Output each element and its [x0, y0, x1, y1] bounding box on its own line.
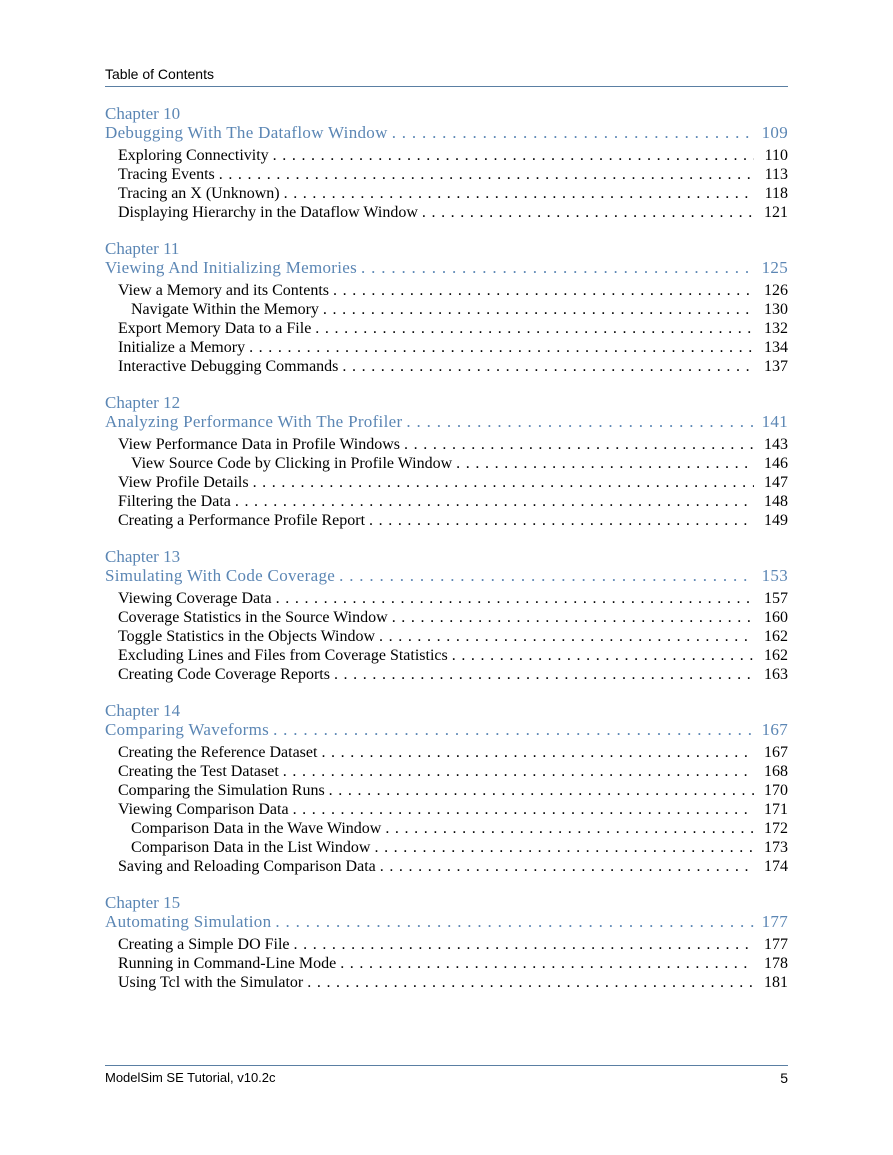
- chapter-page-number: 177: [761, 912, 788, 931]
- footer-page-number: 5: [780, 1070, 788, 1086]
- toc-entry-page-number: 118: [764, 185, 788, 202]
- toc-section-link[interactable]: [105, 762, 788, 781]
- toc-entry-title: Interactive Debugging Commands: [118, 358, 339, 375]
- toc-entry-title: View Profile Details: [118, 474, 249, 491]
- toc-entry-page-number: 174: [764, 858, 788, 875]
- toc-entry-page-number: 147: [764, 474, 788, 491]
- toc-entry-page-number: 162: [764, 647, 788, 664]
- toc-section-link[interactable]: [105, 357, 788, 376]
- toc-entry-page-number: 157: [764, 590, 788, 607]
- toc-entry-page-number: 149: [764, 512, 788, 529]
- dot-leader: [374, 838, 754, 857]
- toc-entry-page-number: 171: [764, 801, 788, 818]
- chapter-section: [105, 104, 788, 222]
- dot-leader: [380, 857, 754, 876]
- toc-entry-title: Excluding Lines and Files from Coverage Statistics: [118, 647, 448, 664]
- dot-leader: [284, 184, 754, 203]
- toc-section-link[interactable]: [105, 627, 788, 646]
- dot-leader: [452, 646, 754, 665]
- toc-entry-page-number: 134: [764, 339, 788, 356]
- chapter-label: Chapter 11: [105, 239, 180, 258]
- dot-leader: [315, 319, 754, 338]
- dot-leader: [456, 454, 754, 473]
- toc-subsection-link[interactable]: [105, 300, 788, 319]
- dot-leader: [235, 492, 754, 511]
- chapter-label: Chapter 10: [105, 104, 181, 123]
- footer-document-title: ModelSim SE Tutorial, v10.2c: [105, 1070, 276, 1085]
- toc-entry-title: Comparison Data in the Wave Window: [131, 820, 382, 837]
- toc-entry-title: Comparing the Simulation Runs: [118, 782, 325, 799]
- chapter-title: Viewing And Initializing Memories: [105, 258, 358, 277]
- toc-entry-title: Creating a Simple DO File: [118, 936, 290, 953]
- toc-section-link[interactable]: [105, 338, 788, 357]
- toc-entry-page-number: 126: [764, 282, 788, 299]
- dot-leader: [385, 819, 754, 838]
- toc-entry-title: Tracing Events: [118, 166, 215, 183]
- dot-leader: [283, 762, 754, 781]
- chapter-page-number: 109: [761, 123, 788, 142]
- toc-entry-page-number: 167: [764, 744, 788, 761]
- header-rule: [105, 86, 788, 87]
- dot-leader: [339, 566, 754, 585]
- chapter-title-link[interactable]: [105, 123, 788, 142]
- footer-rule: [105, 1065, 788, 1066]
- toc-entry-page-number: 146: [764, 455, 788, 472]
- toc-section-link[interactable]: [105, 973, 788, 992]
- chapter-title: Comparing Waveforms: [105, 720, 270, 739]
- toc-entry-title: Creating Code Coverage Reports: [118, 666, 330, 683]
- dot-leader: [273, 146, 754, 165]
- toc-entry-page-number: 137: [764, 358, 788, 375]
- chapter-label: Chapter 15: [105, 893, 181, 912]
- toc-section-link[interactable]: [105, 146, 788, 165]
- chapter-section: [105, 239, 788, 376]
- toc-entry-title: Comparison Data in the List Window: [131, 839, 371, 856]
- chapter-page-number: 167: [761, 720, 788, 739]
- chapter-label: Chapter 12: [105, 393, 181, 412]
- toc-entry-page-number: 181: [764, 974, 788, 991]
- toc-entry-title: Filtering the Data: [118, 493, 231, 510]
- dot-leader: [253, 473, 754, 492]
- toc-entry-title: Displaying Hierarchy in the Dataflow Window: [118, 204, 418, 221]
- toc-section-link[interactable]: [105, 665, 788, 684]
- toc-section-link[interactable]: [105, 165, 788, 184]
- toc-entry-page-number: 177: [764, 936, 788, 953]
- toc-entry-page-number: 132: [764, 320, 788, 337]
- toc-entry-page-number: 110: [764, 147, 788, 164]
- toc-subsection-link[interactable]: [105, 819, 788, 838]
- toc-entry-page-number: 121: [764, 204, 788, 221]
- toc-entry-page-number: 160: [764, 609, 788, 626]
- chapter-title: Debugging With The Dataflow Window: [105, 123, 388, 142]
- chapter-section: [105, 393, 788, 530]
- chapter-title-link[interactable]: [105, 912, 788, 931]
- toc-section-link[interactable]: [105, 492, 788, 511]
- chapter-title: Simulating With Code Coverage: [105, 566, 336, 585]
- chapter-label: Chapter 14: [105, 701, 181, 720]
- toc-section-link[interactable]: [105, 954, 788, 973]
- toc-entry-title: Toggle Statistics in the Objects Window: [118, 628, 376, 645]
- toc-section-link[interactable]: [105, 435, 788, 454]
- toc-entry-page-number: 143: [764, 436, 788, 453]
- dot-leader: [307, 973, 754, 992]
- toc-entry-title: Creating the Test Dataset: [118, 763, 279, 780]
- dot-leader: [369, 511, 754, 530]
- chapter-title-link[interactable]: [105, 412, 788, 431]
- dot-leader: [392, 123, 754, 142]
- toc-entry-page-number: 162: [764, 628, 788, 645]
- toc-section-link[interactable]: [105, 184, 788, 203]
- dot-leader: [321, 743, 754, 762]
- toc-section-link[interactable]: [105, 781, 788, 800]
- toc-section-link[interactable]: [105, 511, 788, 530]
- toc-subsection-link[interactable]: [105, 838, 788, 857]
- toc-entry-title: Viewing Coverage Data: [118, 590, 272, 607]
- chapter-page-number: 125: [761, 258, 788, 277]
- toc-entry-title: Using Tcl with the Simulator: [118, 974, 304, 991]
- chapter-section: [105, 547, 788, 684]
- toc-section-link[interactable]: [105, 203, 788, 222]
- dot-leader: [404, 435, 754, 454]
- chapter-title: Analyzing Performance With The Profiler: [105, 412, 403, 431]
- dot-leader: [361, 258, 754, 277]
- running-header: Table of Contents: [105, 66, 214, 82]
- toc-entry-title: Initialize a Memory: [118, 339, 246, 356]
- table-of-contents: [105, 104, 788, 1009]
- toc-entry-title: Viewing Comparison Data: [118, 801, 289, 818]
- dot-leader: [379, 627, 754, 646]
- toc-section-link[interactable]: [105, 800, 788, 819]
- chapter-section: [105, 893, 788, 992]
- dot-leader: [249, 338, 754, 357]
- toc-entry-page-number: 173: [764, 839, 788, 856]
- toc-entry-title: View Performance Data in Profile Windows: [118, 436, 401, 453]
- toc-entry-title: Running in Command-Line Mode: [118, 955, 337, 972]
- chapter-section: [105, 701, 788, 876]
- dot-leader: [342, 357, 754, 376]
- toc-entry-page-number: 172: [764, 820, 788, 837]
- chapter-title-link[interactable]: [105, 258, 788, 277]
- toc-entry-page-number: 170: [764, 782, 788, 799]
- toc-entry-page-number: 148: [764, 493, 788, 510]
- toc-entry-title: Exploring Connectivity: [118, 147, 269, 164]
- toc-entry-title: Creating a Performance Profile Report: [118, 512, 366, 529]
- toc-entry-page-number: 168: [764, 763, 788, 780]
- chapter-title: Automating Simulation: [105, 912, 272, 931]
- toc-section-link[interactable]: [105, 608, 788, 627]
- chapter-page-number: 141: [761, 412, 788, 431]
- toc-section-link[interactable]: [105, 281, 788, 300]
- dot-leader: [276, 589, 754, 608]
- toc-entry-page-number: 130: [764, 301, 788, 318]
- toc-entry-title: Saving and Reloading Comparison Data: [118, 858, 376, 875]
- toc-entry-page-number: 178: [764, 955, 788, 972]
- dot-leader: [219, 165, 754, 184]
- dot-leader: [275, 912, 754, 931]
- toc-subsection-link[interactable]: [105, 454, 788, 473]
- dot-leader: [334, 665, 754, 684]
- toc-entry-page-number: 113: [764, 166, 788, 183]
- toc-section-link[interactable]: [105, 743, 788, 762]
- dot-leader: [329, 781, 754, 800]
- toc-section-link[interactable]: [105, 589, 788, 608]
- toc-entry-title: Tracing an X (Unknown): [118, 185, 280, 202]
- dot-leader: [406, 412, 754, 431]
- toc-entry-title: Coverage Statistics in the Source Window: [118, 609, 388, 626]
- toc-section-link[interactable]: [105, 319, 788, 338]
- toc-section-link[interactable]: [105, 857, 788, 876]
- toc-entry-title: Navigate Within the Memory: [131, 301, 319, 318]
- dot-leader: [273, 720, 754, 739]
- chapter-page-number: 153: [761, 566, 788, 585]
- chapter-label: Chapter 13: [105, 547, 181, 566]
- dot-leader: [323, 300, 754, 319]
- dot-leader: [422, 203, 754, 222]
- dot-leader: [294, 935, 754, 954]
- toc-section-link[interactable]: [105, 935, 788, 954]
- chapter-title-link[interactable]: [105, 566, 788, 585]
- dot-leader: [333, 281, 754, 300]
- toc-entry-title: View a Memory and its Contents: [118, 282, 330, 299]
- dot-leader: [340, 954, 754, 973]
- toc-section-link[interactable]: [105, 646, 788, 665]
- toc-entry-page-number: 163: [764, 666, 788, 683]
- toc-entry-title: View Source Code by Clicking in Profile Window: [131, 455, 453, 472]
- toc-entry-title: Creating the Reference Dataset: [118, 744, 318, 761]
- dot-leader: [392, 608, 754, 627]
- dot-leader: [293, 800, 754, 819]
- toc-section-link[interactable]: [105, 473, 788, 492]
- toc-entry-title: Export Memory Data to a File: [118, 320, 312, 337]
- chapter-title-link[interactable]: [105, 720, 788, 739]
